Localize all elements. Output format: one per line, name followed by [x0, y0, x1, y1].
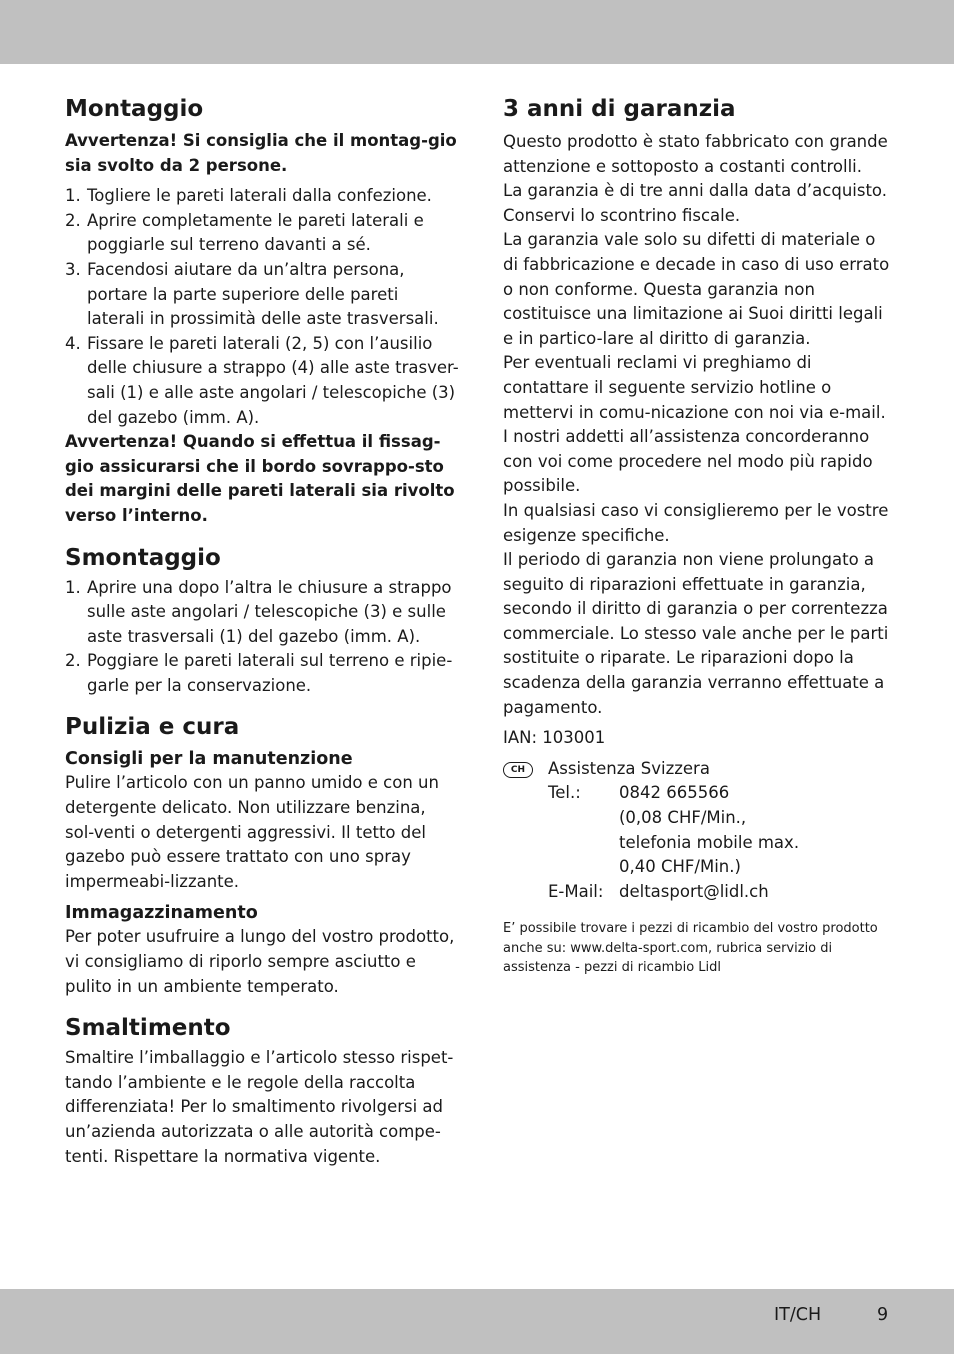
spare-parts-note: E’ possibile trovare i pezzi di ricambio del vostro prodotto anche su: www.delta-sport.com, rubrica servizio di assistenza - pezzi di ricambio Lidl	[503, 921, 878, 976]
service-name: Assistenza Svizzera	[548, 758, 710, 778]
pulizia-heading: Pulizia e cura	[65, 714, 240, 741]
montaggio-warning: Avvertenza! Si consiglia che il montag-gio sia svolto da 2 persone.	[65, 131, 457, 175]
smontaggio-heading: Smontaggio	[65, 544, 221, 571]
list-item: 2. Aprire completamente le pareti laterali e poggiarle sul terreno davanti a sé.	[65, 210, 424, 255]
garanzia-paragraph: Il periodo di garanzia non viene prolungato a seguito di riparazioni effettuate in garanzia, secondo il diritto di garanzia o per correntezza commerciale. Lo stesso vale anche per le parti sostituite o riparate. Le riparazioni dopo la scadenza della garanzia verranno effettuate a pagamento.	[503, 550, 889, 717]
tel-number: 0842 665566	[619, 783, 730, 803]
pulizia-section	[65, 711, 460, 999]
smaltimento-heading: Smaltimento	[65, 1015, 231, 1042]
smontaggio-section	[65, 542, 460, 699]
immagazzinamento-subheading: Immagazzinamento	[65, 903, 258, 924]
garanzia-heading: 3 anni di garanzia	[503, 96, 736, 122]
montaggio-section	[65, 93, 460, 529]
country-badge-icon: CH	[503, 762, 533, 778]
manutenzione-text: Pulire l’articolo con un panno umido e con un detergente delicato. Non utilizzare benzina, sol-venti o detergenti aggressivi. Il tetto del gazebo può essere trattato con uno spray impermeabi-lizzante.	[65, 773, 439, 891]
left-column	[65, 93, 460, 1169]
garanzia-paragraph: In qualsiasi caso vi consiglieremo per le vostre esigenze specifiche.	[503, 500, 889, 545]
montaggio-steps	[65, 184, 460, 430]
email-address: deltasport@lidl.ch	[619, 881, 769, 901]
tel-label: Tel.:	[548, 783, 581, 803]
top-band	[0, 0, 954, 64]
page-number: 9	[877, 1305, 889, 1325]
garanzia-paragraph: Questo prodotto è stato fabbricato con grande attenzione e sottoposto a costanti controlli.	[503, 132, 888, 176]
ian-number: IAN: 103001	[503, 728, 606, 748]
list-item: 1. Togliere le pareti laterali dalla confezione.	[65, 186, 432, 206]
tel-note: telefonia mobile max.	[619, 832, 800, 852]
smaltimento-section	[65, 1012, 460, 1169]
immagazzinamento-text: Per poter usufruire a lungo del vostro prodotto, vi consigliamo di riporlo sempre asciutto e pulito in un ambiente temperato.	[65, 927, 455, 996]
garanzia-paragraph: La garanzia è di tre anni dalla data d’acquisto. Conservi lo scontrino fiscale.	[503, 181, 887, 225]
montaggio-heading: Montaggio	[65, 96, 204, 122]
smaltimento-text: Smaltire l’imballaggio e l’articolo stesso rispet-tando l’ambiente e le regole della raccolta differenziata! Per lo smaltimento rivolgersi ad un’azienda autorizzata o alle autorità compe-tenti. Rispettare la normativa vigente.	[65, 1048, 454, 1166]
fissaggio-warning: Avvertenza! Quando si effettua il fissag-gio assicurarsi che il bordo sovrappo-sto dei margini delle pareti laterali sia rivolto verso l’interno.	[65, 432, 455, 525]
email-label: E-Mail:	[548, 881, 604, 901]
list-item: 1. Aprire una dopo l’altra le chiusure a strappo sulle aste angolari / telescopiche (3) e sulle aste trasversali (1) del gazebo (imm. A).	[65, 577, 452, 646]
garanzia-paragraph: Per eventuali reclami vi preghiamo di contattare il seguente servizio hotline o mettervi in comu-nicazione con noi via e-mail. I nostri addetti all’assistenza concorderanno con voi come procedere nel modo più rapido possibile.	[503, 353, 886, 496]
tel-note: (0,08 CHF/Min.,	[619, 808, 747, 828]
right-column	[503, 93, 893, 978]
list-item: 2. Poggiare le pareti laterali sul terreno e ripie-garle per la conservazione.	[65, 651, 453, 695]
tel-note: 0,40 CHF/Min.)	[619, 857, 741, 877]
footer-locale: IT/CH	[774, 1305, 822, 1325]
list-item: 4. Fissare le pareti laterali (2, 5) con l’ausilio delle chiusure a strappo (4) alle aste trasver-sali (1) e alle aste angolari / telescopiche (3) del gazebo (imm. A).	[65, 333, 459, 427]
garanzia-body	[503, 130, 893, 720]
contact-details	[548, 781, 893, 904]
garanzia-paragraph: La garanzia vale solo su difetti di materiale o di fabbricazione e decade in caso di uso errato o non conforme. Questa garanzia non costituisce una limitazione ai Suoi diritti legali e in partico-lare al diritto di garanzia.	[503, 230, 890, 348]
list-item: 3. Facendosi aiutare da un’altra persona, portare la parte superiore delle pareti laterali in prossimità delle aste trasversali.	[65, 259, 439, 329]
service-row	[503, 757, 893, 782]
manutenzione-subheading: Consigli per la manutenzione	[65, 749, 353, 770]
smontaggio-steps	[65, 576, 460, 699]
